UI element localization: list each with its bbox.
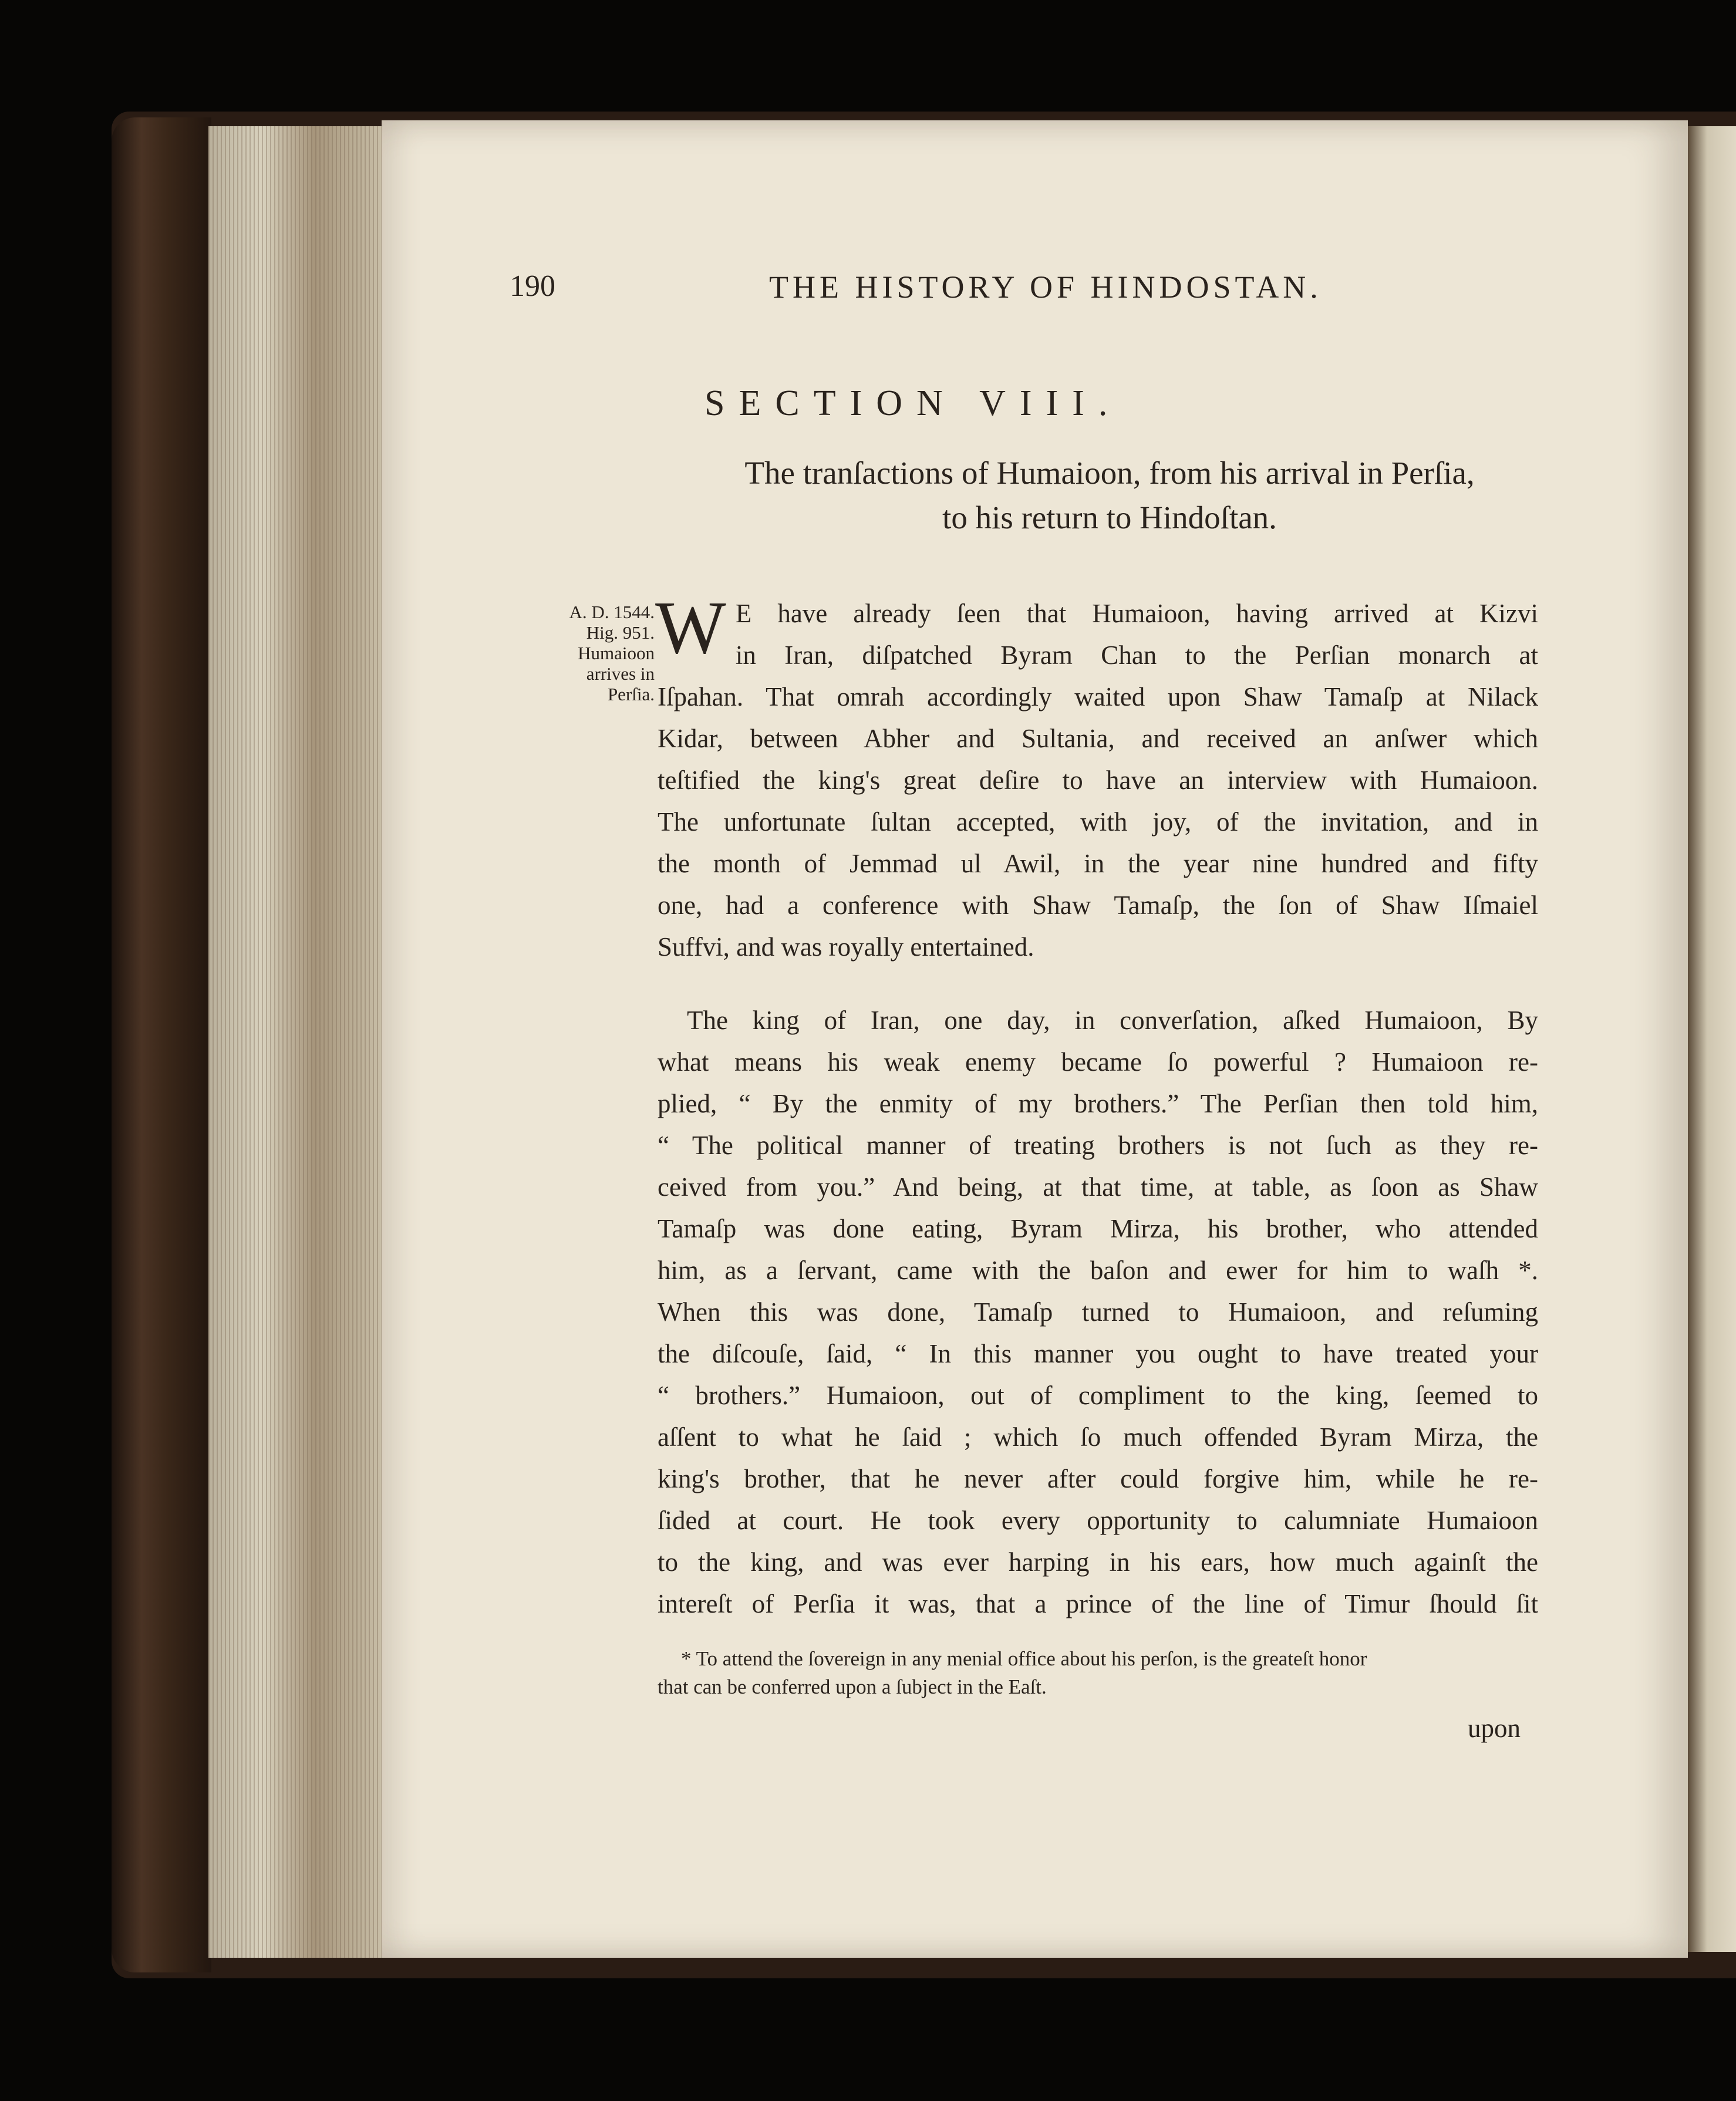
section-title-line: to his return to Hindoſtan. (942, 500, 1277, 535)
text-line: what means his weak enemy became ſo powerful ? Humaioon re- (658, 1047, 1538, 1077)
paragraph-1 (655, 586, 1538, 968)
margin-note-line: A. D. 1544. (569, 602, 655, 622)
running-title: THE HISTORY OF HINDOSTAN. (769, 269, 1322, 305)
text-line: ceived from you.” And being, at that time, at table, as ſoon as Shaw (658, 1172, 1538, 1202)
text-line: teſtified the king's great deſire to have an interview with Humaioon. (658, 765, 1538, 795)
drop-cap: W (655, 586, 726, 669)
footnote-line: that can be conferred upon a ſubject in the Eaſt. (658, 1675, 1047, 1698)
text-line: The unfortunate ſultan accepted, with joy, of the invitation, and in (658, 807, 1538, 837)
text-line: The king of Iran, one day, in converſation, aſked Humaioon, By (687, 1006, 1538, 1035)
paragraph-2 (658, 1000, 1538, 1625)
margin-note-line: arrives in (586, 663, 655, 684)
text-line: one, had a conference with Shaw Tamaſp, the ſon of Shaw Iſmaiel (658, 891, 1538, 920)
margin-note (520, 602, 655, 704)
text-line: in Iran, diſpatched Byram Chan to the Perſian monarch at (735, 640, 1538, 670)
footnote (658, 1645, 1538, 1701)
text-line: intereſt of Perſia it was, that a prince of the line of Timur ſhould ſit (658, 1589, 1538, 1618)
text-line: When this was done, Tamaſp turned to Humaioon, and reſuming (658, 1297, 1538, 1327)
catchword: upon (1468, 1714, 1521, 1743)
section-title (658, 451, 1562, 540)
text-line: ſided at court. He took every opportunity to calumniate Humaioon (658, 1506, 1538, 1535)
section-title-line: The tranſactions of Humaioon, from his arrival in Perſia, (744, 455, 1475, 491)
text-line: to the king, and was ever harping in his ears, how much againſt the (658, 1547, 1538, 1577)
text-line: Tamaſp was done eating, Byram Mirza, his brother, who attended (658, 1214, 1538, 1243)
text-line: aſſent to what he ſaid ; which ſo much offended Byram Mirza, the (658, 1422, 1538, 1452)
section-heading: SECTION VIII. (704, 383, 1122, 423)
text-line: “ brothers.” Humaioon, out of compliment to the king, ſeemed to (658, 1381, 1538, 1410)
text-line: king's brother, that he never after could forgive him, while he re- (658, 1464, 1538, 1493)
text-line: “ The political manner of treating brothers is not ſuch as they re- (658, 1131, 1538, 1160)
text-line: him, as a ſervant, came with the baſon and ewer for him to waſh *. (658, 1256, 1538, 1285)
page-number: 190 (510, 269, 555, 303)
text-line: Kidar, between Abher and Sultania, and received an anſwer which (658, 724, 1538, 753)
text-line: Suffvi, and was royally entertained. (658, 932, 1034, 962)
running-head (0, 269, 1736, 310)
text-line: the diſcouſe, ſaid, “ In this manner you ought to have treated your (658, 1339, 1538, 1368)
margin-note-line: Humaioon (578, 643, 655, 663)
book-spine (112, 117, 211, 1972)
text-line: plied, “ By the enmity of my brothers.” The Perſian then told him, (658, 1089, 1538, 1118)
margin-note-line: Hig. 951. (586, 622, 655, 643)
facing-page-edge (1688, 126, 1736, 1952)
text-line: Iſpahan. That omrah accordingly waited upon Shaw Tamaſp at Nilack (658, 682, 1538, 711)
page-edges (208, 126, 385, 1958)
footnote-line: * To attend the ſovereign in any menial office about his perſon, is the greateſt honor (681, 1647, 1367, 1670)
text-line: the month of Jemmad ul Awil, in the year nine hundred and fifty (658, 849, 1538, 878)
text-line: E have already ſeen that Humaioon, having arrived at Kizvi (735, 599, 1538, 628)
margin-note-line: Perſia. (607, 684, 655, 704)
